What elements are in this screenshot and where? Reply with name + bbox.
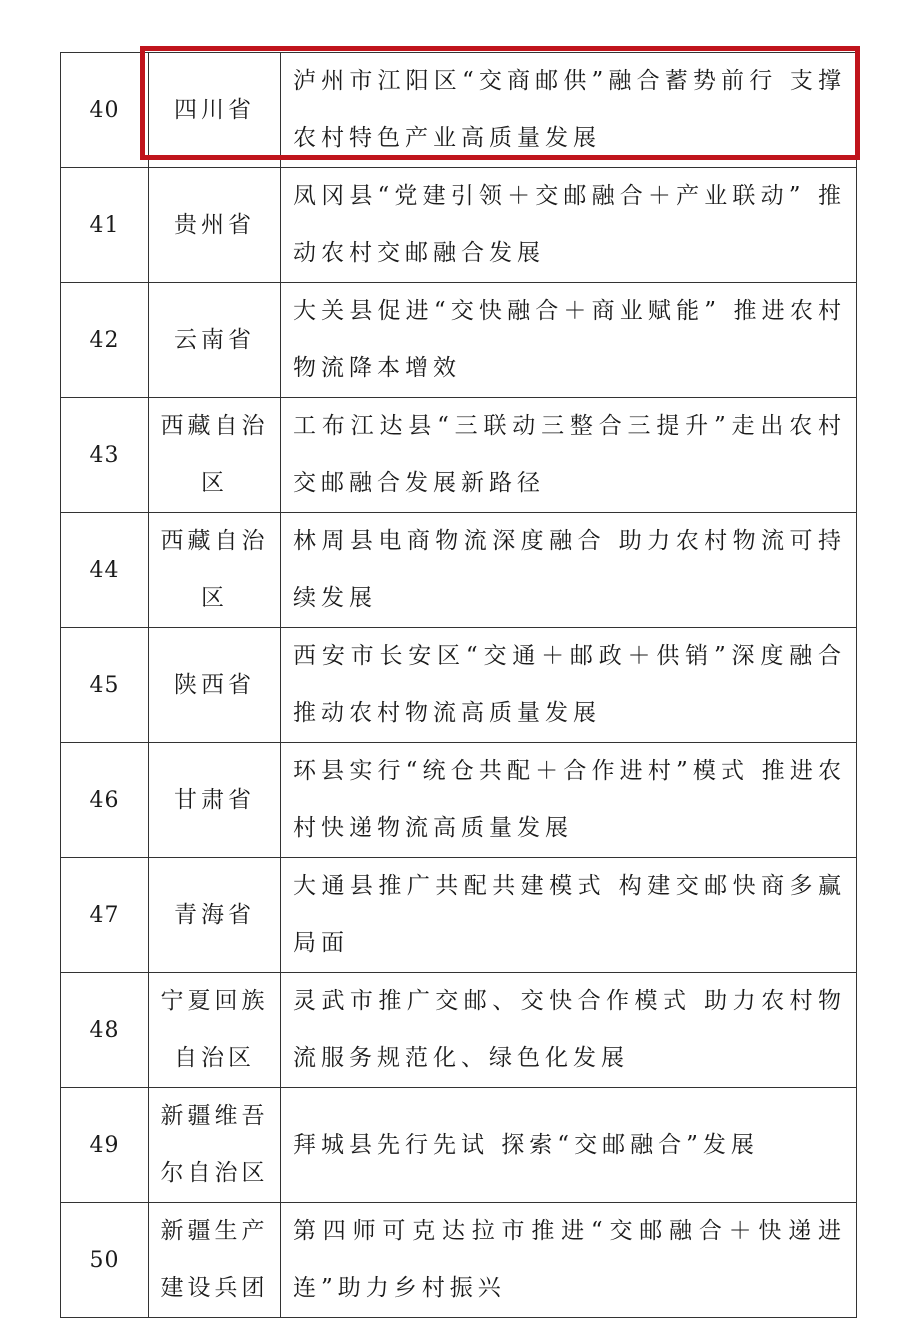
case-title-cell: 大通县推广共配共建模式 构建交邮快商多赢局面: [281, 858, 857, 973]
row-number: 49: [61, 1088, 149, 1203]
table-row: [61, 53, 857, 168]
table-row: [61, 1203, 857, 1318]
table-row: [61, 973, 857, 1088]
table-row: [61, 283, 857, 398]
row-number: 48: [61, 973, 149, 1088]
case-title-cell: 泸州市江阳区“交商邮供”融合蓄势前行 支撑农村特色产业高质量发展: [281, 53, 857, 168]
table-row: [61, 513, 857, 628]
case-title-cell: 灵武市推广交邮、交快合作模式 助力农村物流服务规范化、绿色化发展: [281, 973, 857, 1088]
province-cell: 贵州省: [149, 168, 281, 283]
province-cell: 甘肃省: [149, 743, 281, 858]
province-cell: 云南省: [149, 283, 281, 398]
case-title-cell: 第四师可克达拉市推进“交邮融合＋快递进连”助力乡村振兴: [281, 1203, 857, 1318]
table-row: [61, 628, 857, 743]
province-cell: 西藏自治区: [149, 398, 281, 513]
case-title-cell: 林周县电商物流深度融合 助力农村物流可持续发展: [281, 513, 857, 628]
case-title-cell: 大关县促进“交快融合＋商业赋能” 推进农村物流降本增效: [281, 283, 857, 398]
table-row: [61, 398, 857, 513]
province-cell: 陕西省: [149, 628, 281, 743]
province-cell: 新疆生产建设兵团: [149, 1203, 281, 1318]
row-number: 40: [61, 53, 149, 168]
row-number: 42: [61, 283, 149, 398]
row-number: 45: [61, 628, 149, 743]
cases-table: [60, 52, 857, 1318]
case-title-cell: 凤冈县“党建引领＋交邮融合＋产业联动” 推动农村交邮融合发展: [281, 168, 857, 283]
table-row: [61, 743, 857, 858]
province-cell: 新疆维吾尔自治区: [149, 1088, 281, 1203]
row-number: 41: [61, 168, 149, 283]
province-cell: 四川省: [149, 53, 281, 168]
province-cell: 宁夏回族自治区: [149, 973, 281, 1088]
province-cell: 西藏自治区: [149, 513, 281, 628]
case-title-cell: 拜城县先行先试 探索“交邮融合”发展: [281, 1088, 857, 1203]
case-title-cell: 西安市长安区“交通＋邮政＋供销”深度融合 推动农村物流高质量发展: [281, 628, 857, 743]
row-number: 50: [61, 1203, 149, 1318]
table-row: [61, 858, 857, 973]
row-number: 44: [61, 513, 149, 628]
row-number: 43: [61, 398, 149, 513]
province-cell: 青海省: [149, 858, 281, 973]
table-row: [61, 1088, 857, 1203]
row-number: 46: [61, 743, 149, 858]
table-row: [61, 168, 857, 283]
row-number: 47: [61, 858, 149, 973]
case-title-cell: 环县实行“统仓共配＋合作进村”模式 推进农村快递物流高质量发展: [281, 743, 857, 858]
case-title-cell: 工布江达县“三联动三整合三提升”走出农村交邮融合发展新路径: [281, 398, 857, 513]
